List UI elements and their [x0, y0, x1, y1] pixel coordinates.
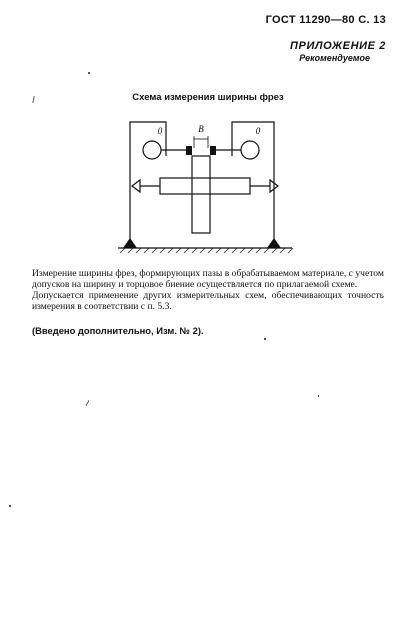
left-gauge-label: 0: [157, 126, 163, 136]
left-dial-gauge-icon: [143, 141, 161, 159]
scan-speck: [318, 395, 319, 397]
appendix-label: ПРИЛОЖЕНИЕ 2: [290, 40, 386, 52]
figure-title: Схема измерения ширины фрез: [132, 92, 284, 103]
paragraph-2: Допускается применение других измерительных схем, обеспечивающих точность измерения в соответствии с п. 5.3.: [32, 290, 384, 312]
right-gauge-label: 0: [255, 126, 261, 136]
left-center-icon: [132, 180, 140, 192]
appendix-status: Рекомендуемое: [299, 53, 370, 63]
right-stand: [232, 122, 274, 242]
right-contact-tip: [210, 146, 216, 155]
right-support-icon: [267, 238, 281, 248]
left-contact-tip: [186, 146, 192, 155]
standard-header: ГОСТ 11290—80 С. 13: [265, 14, 386, 26]
scan-speck: [88, 72, 90, 74]
left-stand: [130, 122, 166, 242]
left-support-icon: [123, 238, 137, 248]
right-dial-gauge-icon: [241, 141, 259, 159]
paragraph-1: Измерение ширины фрез, формирующих пазы в обрабатываемом материале, с учетом допусков на ширину и торцовое биение осуществляется по прилагаемой схеме.: [32, 268, 384, 290]
mandrel-shaft: [160, 178, 250, 194]
amendment-note: (Введено дополнительно, Изм. № 2).: [32, 325, 204, 336]
dimension-label: B: [198, 124, 204, 134]
measurement-scheme-diagram: [110, 108, 300, 258]
body-text: [32, 268, 384, 312]
scan-speck: [9, 505, 11, 507]
scan-speck: [86, 400, 90, 406]
scan-speck: [264, 338, 266, 340]
